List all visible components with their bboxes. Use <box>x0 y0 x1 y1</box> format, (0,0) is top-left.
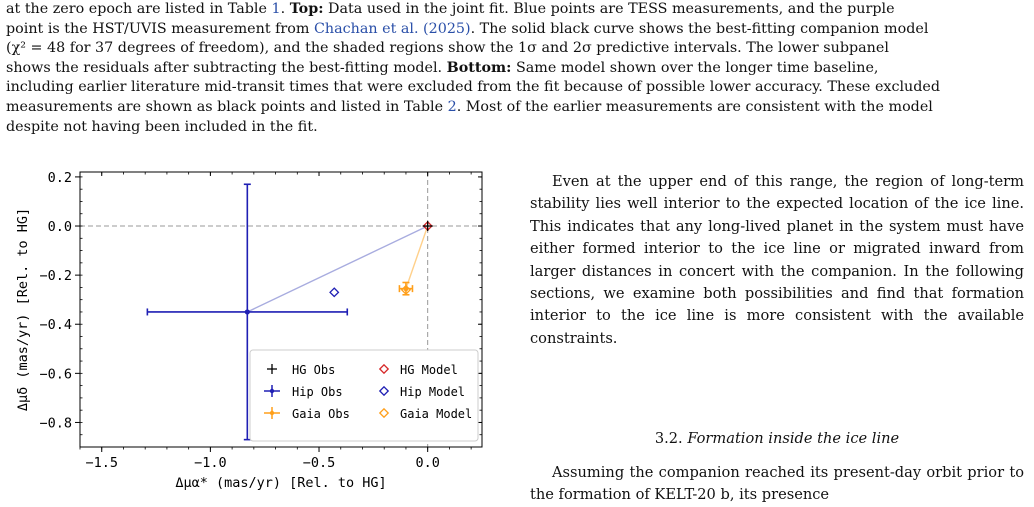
hip-connector-line <box>247 226 427 312</box>
y-tick-label: −0.4 <box>39 317 72 334</box>
x-tick-label: −1.0 <box>194 455 227 471</box>
y-tick-label: −0.6 <box>39 366 72 383</box>
y-tick-label: −0.8 <box>39 415 72 432</box>
bottom-label: Bottom: <box>446 59 512 76</box>
x-tick-label: −0.5 <box>302 455 336 471</box>
paragraph-text: Assuming the companion reached its present-day orbit prior to the formation of KELT-20 b, its presence <box>530 464 1024 504</box>
y-tick-label: 0.0 <box>47 219 72 236</box>
proper-motion-plot <box>10 165 500 493</box>
hg-obs-point <box>423 221 433 231</box>
section-number: 3.2. <box>654 430 683 447</box>
legend-label: Hip Obs <box>292 385 343 399</box>
caption-text: . The solid black curve shows the best-fitting companion model <box>470 20 929 37</box>
legend-label: Hip Model <box>400 385 466 399</box>
y-axis-label: Δμδ (mas/yr) [Rel. to HG] <box>15 207 31 412</box>
citation-link[interactable]: Chachan et al. (2025) <box>313 20 471 37</box>
body-paragraph-2 <box>530 462 1024 507</box>
x-axis-label: Δμα* (mas/yr) [Rel. to HG] <box>175 475 387 491</box>
gaia-obs-point <box>399 282 412 294</box>
data-point <box>245 309 250 314</box>
caption-line-5: including earlier literature mid-transit times that were excluded from the fit because of possible lower accuracy. These excluded <box>6 79 941 96</box>
table-2-link[interactable]: 2 <box>447 98 457 115</box>
x-tick-label: −1.5 <box>85 455 118 471</box>
legend-dot <box>270 411 274 415</box>
legend-dot <box>270 389 274 393</box>
caption-line-6 <box>6 98 1028 118</box>
caption-text: . Most of the earlier measurements are consistent with the model <box>456 98 933 115</box>
legend-label: Gaia Obs <box>292 407 350 421</box>
caption-text: . <box>280 1 290 17</box>
top-label: Top: <box>289 1 324 17</box>
x-tick-label: 0.0 <box>415 455 440 471</box>
section-title: Formation inside the ice line <box>687 430 900 447</box>
caption-text: Data used in the joint fit. Blue points are TESS measurements, and the purple <box>323 1 895 17</box>
caption-text: Same model shown over the longer time baseline, <box>511 59 879 76</box>
section-heading <box>530 430 1024 447</box>
legend-label: Gaia Model <box>400 407 473 421</box>
caption-text: point is the HST/UVIS measurement from <box>6 20 314 37</box>
caption-line-1 <box>6 0 1028 20</box>
table-1-link[interactable]: 1 <box>271 1 281 17</box>
y-tick-label: −0.2 <box>39 268 72 285</box>
caption-line-2 <box>6 20 1028 40</box>
legend-label: HG Obs <box>292 363 336 377</box>
figure-caption <box>6 0 1028 137</box>
y-tick-label: 0.2 <box>47 169 72 186</box>
legend <box>250 350 478 441</box>
body-paragraph-1 <box>530 171 1024 350</box>
legend-label: HG Model <box>400 363 458 377</box>
caption-line-7: despite not having been included in the fit. <box>6 118 318 135</box>
caption-text: measurements are shown as black points and listed in Table <box>6 98 448 115</box>
paragraph-text: Even at the upper end of this range, the region of long-term stability lies well interior to the expected location of the ice line. This indicates that any long-lived planet in the system must have either formed interior to the ice line or migrated inward from larger distances in concert with the companion. In the following sections, we examine both possibilities and find that formation interior to the ice line is more consistent with the available constraints. <box>530 173 1024 347</box>
caption-text: at the zero epoch are listed in Table <box>6 1 272 17</box>
caption-line-3: (χ² = 48 for 37 degrees of freedom), and the shaded regions show the 1σ and 2σ predictive intervals. The lower subpanel <box>6 40 889 57</box>
caption-text: shows the residuals after subtracting the best-fitting model. <box>6 59 447 76</box>
caption-line-4 <box>6 59 1028 79</box>
proper-motion-chart <box>10 165 500 493</box>
model-point-hip-model <box>330 288 338 296</box>
